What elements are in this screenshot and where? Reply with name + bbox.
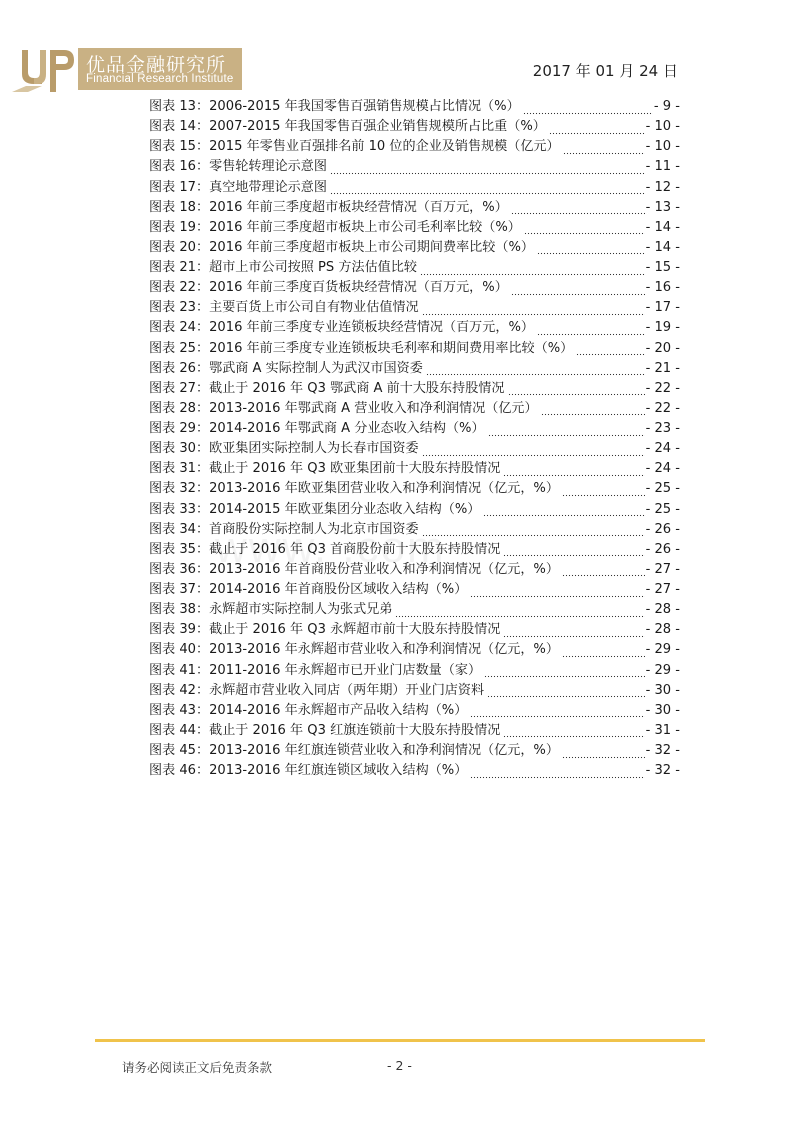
toc-entry-page: - 12 - bbox=[645, 179, 680, 195]
toc-entry-page: - 26 - bbox=[645, 541, 680, 557]
toc-entry-title: 图表 35：截止于 2016 年 Q3 首商股份前十大股东持股情况 bbox=[149, 541, 501, 557]
toc-leader-dots bbox=[330, 183, 645, 196]
toc-entry[interactable] bbox=[149, 318, 680, 338]
toc-leader-dots bbox=[576, 344, 644, 357]
toc-entry-title: 图表 46：2013-2016 年红旗连锁区域收入结构（%） bbox=[149, 763, 468, 779]
toc-entry-title: 图表 13：2006-2015 年我国零售百强销售规模占比情况（%） bbox=[149, 99, 520, 114]
toc-entry-title: 图表 39：截止于 2016 年 Q3 永辉超市前十大股东持股情况 bbox=[149, 622, 501, 638]
toc-entry[interactable] bbox=[149, 97, 680, 117]
toc-entry[interactable] bbox=[149, 419, 680, 439]
toc-entry[interactable] bbox=[149, 661, 680, 681]
toc-entry-page: - 29 - bbox=[645, 662, 680, 678]
toc-entry-title: 图表 17：真空地带理论示意图 bbox=[149, 179, 327, 195]
toc-leader-dots bbox=[483, 505, 644, 518]
toc-entry[interactable] bbox=[149, 157, 680, 177]
toc-entry[interactable] bbox=[149, 339, 680, 359]
toc-leader-dots bbox=[537, 243, 645, 256]
toc-entry[interactable] bbox=[149, 399, 680, 419]
toc-entry-title: 图表 33：2014-2015 年欧亚集团分业态收入结构（%） bbox=[149, 501, 481, 517]
toc-entry-page: - 25 - bbox=[645, 501, 680, 517]
toc-entry-page: - 32 - bbox=[645, 743, 680, 758]
toc-leader-dots bbox=[562, 565, 645, 578]
toc-entry-page: - 10 - bbox=[645, 139, 680, 155]
toc-entry-title: 图表 40：2013-2016 年永辉超市营业收入和净利润情况（亿元，%） bbox=[149, 642, 559, 658]
toc-entry-page: - 30 - bbox=[645, 682, 680, 698]
toc-entry[interactable] bbox=[149, 520, 680, 540]
toc-leader-dots bbox=[395, 606, 644, 619]
toc-entry-page: - 13 - bbox=[645, 199, 680, 215]
toc-entry-title: 图表 15：2015 年零售业百强排名前 10 位的企业及销售规模（亿元） bbox=[149, 139, 560, 155]
toc-entry[interactable] bbox=[149, 580, 680, 600]
toc-leader-dots bbox=[562, 485, 645, 498]
toc-leader-dots bbox=[503, 465, 644, 478]
toc-entry-title: 图表 22：2016 年前三季度百货板块经营情况（百万元，%） bbox=[149, 280, 508, 296]
toc-leader-dots bbox=[511, 203, 645, 216]
toc-entry-page: - 10 - bbox=[645, 119, 680, 135]
toc-entry[interactable] bbox=[149, 218, 680, 238]
toc-leader-dots bbox=[487, 686, 644, 699]
toc-entry-page: - 31 - bbox=[645, 722, 680, 738]
toc-entry-title: 图表 41：2011-2016 年永辉超市已开业门店数量（家） bbox=[149, 662, 482, 678]
toc-leader-dots bbox=[563, 143, 645, 156]
toc-entry-page: - 24 - bbox=[645, 461, 680, 477]
toc-entry-page: - 27 - bbox=[645, 561, 680, 577]
toc-entry-title: 图表 24：2016 年前三季度专业连锁板块经营情况（百万元，%） bbox=[149, 320, 534, 336]
toc-entry-title: 图表 42：永辉超市营业收入同店（两年期）开业门店资料 bbox=[149, 682, 485, 698]
toc-entry-title: 图表 32：2013-2016 年欧亚集团营业收入和净利润情况（亿元，%） bbox=[149, 481, 559, 497]
toc-entry-page: - 26 - bbox=[645, 521, 680, 537]
toc-entry[interactable] bbox=[149, 479, 680, 499]
toc-leader-dots bbox=[503, 726, 644, 739]
toc-entry[interactable] bbox=[149, 258, 680, 278]
toc-entry-title: 图表 27：截止于 2016 年 Q3 鄂武商 A 前十大股东持股情况 bbox=[149, 380, 505, 396]
toc-entry[interactable] bbox=[149, 459, 680, 479]
toc-leader-dots bbox=[470, 586, 644, 599]
toc-entry-title: 图表 28：2013-2016 年鄂武商 A 营业收入和净利润情况（亿元） bbox=[149, 400, 538, 416]
toc-entry-title: 图表 30：欧亚集团实际控制人为长春市国资委 bbox=[149, 441, 419, 457]
toc-leader-dots bbox=[420, 264, 645, 277]
toc-entry-title: 图表 44：截止于 2016 年 Q3 红旗连锁前十大股东持股情况 bbox=[149, 722, 501, 738]
toc-entry[interactable] bbox=[149, 359, 680, 379]
toc-leader-dots bbox=[562, 747, 645, 760]
toc-entry-title: 图表 25：2016 年前三季度专业连锁板块毛利率和期间费用率比较（%） bbox=[149, 340, 574, 356]
toc-leader-dots bbox=[422, 304, 645, 317]
toc-leader-dots bbox=[484, 666, 645, 679]
toc-entry[interactable] bbox=[149, 721, 680, 741]
logo-mark-icon bbox=[12, 48, 78, 92]
toc-entry-page: - 16 - bbox=[645, 280, 680, 296]
toc-entry[interactable] bbox=[149, 741, 680, 761]
toc-entry-title: 图表 18：2016 年前三季度超市板块经营情况（百万元，%） bbox=[149, 199, 508, 215]
toc-entry-page: - 19 - bbox=[645, 320, 680, 336]
toc-entry-page: - 9 - bbox=[653, 99, 680, 114]
toc-entry-title: 图表 37：2014-2016 年首商股份区域收入结构（%） bbox=[149, 582, 468, 597]
toc-entry-title: 图表 16：零售轮转理论示意图 bbox=[149, 159, 327, 175]
toc-entry-page: - 22 - bbox=[645, 380, 680, 396]
toc-entry-page: - 15 - bbox=[645, 260, 680, 275]
toc-entry-page: - 32 - bbox=[645, 763, 680, 779]
toc-entry-title: 图表 23：主要百货上市公司自有物业估值情况 bbox=[149, 300, 419, 316]
toc-entry-title: 图表 36：2013-2016 年首商股份营业收入和净利润情况（亿元，%） bbox=[149, 561, 559, 577]
toc-leader-dots bbox=[422, 525, 645, 538]
toc-entry[interactable] bbox=[149, 298, 680, 318]
company-logo bbox=[12, 48, 242, 92]
toc-entry[interactable] bbox=[149, 137, 680, 157]
toc-leader-dots bbox=[511, 284, 645, 297]
toc-entry-page: - 27 - bbox=[645, 582, 680, 597]
toc-leader-dots bbox=[524, 223, 645, 236]
toc-entry-title: 图表 26：鄂武商 A 实际控制人为武汉市国资委 bbox=[149, 360, 423, 376]
toc-entry-page: - 29 - bbox=[645, 642, 680, 658]
toc-entry[interactable] bbox=[149, 600, 680, 620]
toc-leader-dots bbox=[426, 364, 645, 377]
toc-entry-page: - 25 - bbox=[645, 481, 680, 497]
toc-entry[interactable] bbox=[149, 560, 680, 580]
toc-leader-dots bbox=[470, 706, 644, 719]
toc-entry-title: 图表 19：2016 年前三季度超市板块上市公司毛利率比较（%） bbox=[149, 219, 521, 235]
page-header bbox=[0, 0, 800, 100]
toc-leader-dots bbox=[488, 425, 645, 438]
toc-leader-dots bbox=[330, 163, 645, 176]
toc-entry[interactable] bbox=[149, 439, 680, 459]
toc-leader-dots bbox=[541, 404, 645, 417]
footer-divider bbox=[95, 1039, 705, 1042]
toc-entry[interactable] bbox=[149, 278, 680, 298]
toc-entry-title: 图表 45：2013-2016 年红旗连锁营业收入和净利润情况（亿元，%） bbox=[149, 743, 559, 758]
toc-entry-page: - 23 - bbox=[645, 421, 680, 436]
toc-entry-title: 图表 14：2007-2015 年我国零售百强企业销售规模所占比重（%） bbox=[149, 119, 546, 135]
toc-entry[interactable] bbox=[149, 540, 680, 560]
toc-entry[interactable] bbox=[149, 178, 680, 198]
toc-entry-page: - 20 - bbox=[645, 340, 680, 356]
toc-entry[interactable] bbox=[149, 238, 680, 258]
toc-entry[interactable] bbox=[149, 761, 680, 781]
toc-leader-dots bbox=[523, 103, 653, 116]
toc-entry-page: - 11 - bbox=[645, 159, 680, 175]
toc-leader-dots bbox=[537, 324, 645, 337]
table-of-figures bbox=[149, 97, 680, 781]
footer-disclaimer: 请务必阅读正文后免责条款 bbox=[122, 1060, 273, 1075]
toc-leader-dots bbox=[508, 384, 645, 397]
toc-entry-title: 图表 21：超市上市公司按照 PS 方法估值比较 bbox=[149, 260, 417, 275]
toc-entry[interactable] bbox=[149, 500, 680, 520]
toc-leader-dots bbox=[422, 445, 645, 458]
toc-entry[interactable] bbox=[149, 198, 680, 218]
toc-entry-title: 图表 20：2016 年前三季度超市板块上市公司期间费率比较（%） bbox=[149, 239, 534, 255]
toc-entry-page: - 28 - bbox=[645, 622, 680, 638]
logo-text-box bbox=[78, 48, 242, 90]
toc-entry[interactable] bbox=[149, 640, 680, 660]
logo-english-name: Financial Research Institute bbox=[86, 73, 234, 85]
toc-entry[interactable] bbox=[149, 681, 680, 701]
toc-leader-dots bbox=[470, 767, 644, 780]
toc-entry-page: - 21 - bbox=[645, 360, 680, 376]
toc-entry-page: - 30 - bbox=[645, 702, 680, 718]
toc-leader-dots bbox=[503, 626, 644, 639]
toc-entry-page: - 24 - bbox=[645, 441, 680, 457]
toc-entry-page: - 14 - bbox=[645, 239, 680, 255]
report-date: 2017 年 01 月 24 日 bbox=[532, 62, 678, 80]
toc-entry-title: 图表 34：首商股份实际控制人为北京市国资委 bbox=[149, 521, 419, 537]
logo-chinese-name: 优品金融研究所 bbox=[86, 54, 227, 76]
page-number: - 2 - bbox=[387, 1058, 412, 1073]
toc-entry[interactable] bbox=[149, 117, 680, 137]
toc-entry[interactable] bbox=[149, 701, 680, 721]
toc-entry-page: - 28 - bbox=[645, 602, 680, 618]
toc-entry-title: 图表 29：2014-2016 年鄂武商 A 分业态收入结构（%） bbox=[149, 421, 485, 436]
toc-entry-page: - 22 - bbox=[645, 400, 680, 416]
toc-entry-page: - 17 - bbox=[645, 300, 680, 316]
toc-leader-dots bbox=[503, 545, 644, 558]
toc-entry[interactable] bbox=[149, 620, 680, 640]
toc-entry-title: 图表 38：永辉超市实际控制人为张式兄弟 bbox=[149, 602, 393, 618]
toc-entry-title: 图表 31：截止于 2016 年 Q3 欧亚集团前十大股东持股情况 bbox=[149, 461, 501, 477]
toc-entry[interactable] bbox=[149, 379, 680, 399]
toc-leader-dots bbox=[562, 646, 645, 659]
toc-entry-title: 图表 43：2014-2016 年永辉超市产品收入结构（%） bbox=[149, 702, 468, 718]
toc-leader-dots bbox=[549, 123, 645, 136]
toc-entry-page: - 14 - bbox=[645, 219, 680, 235]
